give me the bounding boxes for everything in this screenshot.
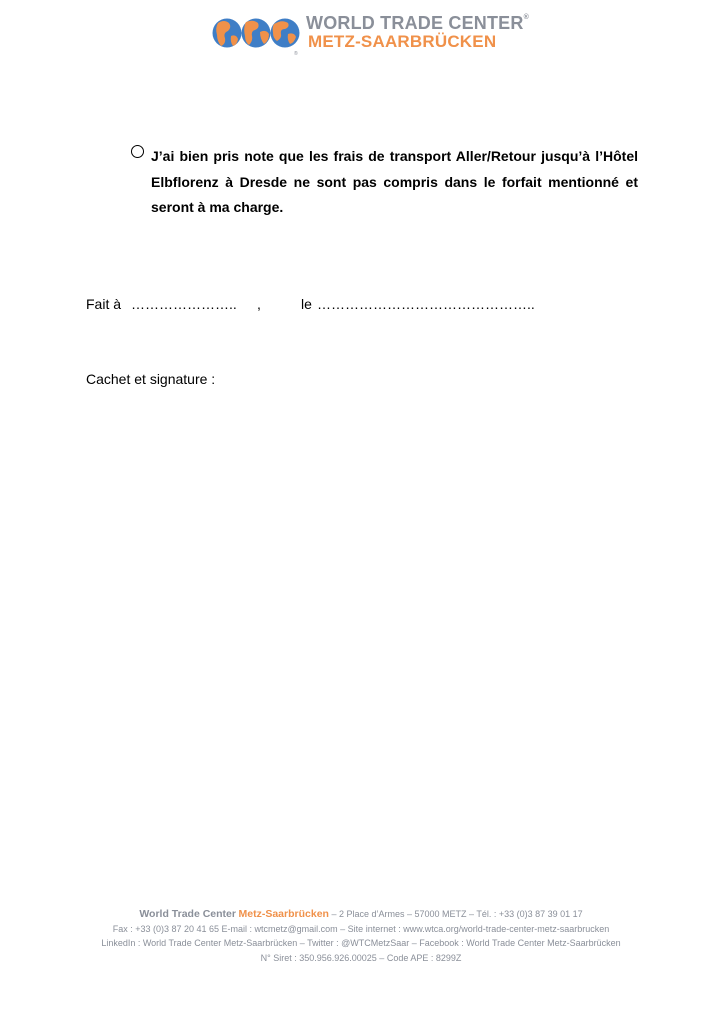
- header-logo: [212, 10, 529, 56]
- footer-line-2: Fax : +33 (0)3 87 20 41 65 E-mail : wtcmetz@gmail.com – Site internet : www.wtca.org/world-trade-center-metz-saarbrucken: [112, 923, 610, 934]
- footer: [80, 907, 642, 965]
- acknowledgement-radio[interactable]: [131, 145, 144, 158]
- footer-line-3: LinkedIn : World Trade Center Metz-Saarbrücken – Twitter : @WTCMetzSaar – Facebook : World Trade Center Metz-Saarbrücken: [101, 938, 621, 948]
- wtc-globes-logo-icon: [212, 10, 300, 56]
- svg-text:®: ®: [294, 51, 298, 56]
- footer-line-1: [80, 907, 642, 922]
- footer-line-4: N° Siret : 350.956.926.00025 – Code APE : 8299Z: [260, 952, 462, 963]
- fait-label: Fait à: [86, 296, 122, 312]
- footer-address: – 2 Place d’Armes – 57000 METZ – Tél. : +33 (0)3 87 39 01 17: [328, 909, 583, 919]
- registered-mark: ®: [523, 14, 529, 21]
- comma: ,: [257, 296, 261, 312]
- le-label: le: [301, 296, 312, 312]
- place-blank[interactable]: …………………..: [131, 296, 237, 312]
- stamp-signature-label: Cachet et signature :: [86, 371, 216, 387]
- footer-brand: World Trade Center: [139, 908, 236, 920]
- footer-brand-accent: Metz-Saarbrücken: [238, 908, 329, 920]
- date-blank[interactable]: ………………………………………..: [317, 296, 535, 312]
- acknowledgement-text: J’ai bien pris note que les frais de transport Aller/Retour jusqu’à l’Hôtel Elbflorenz à Dresde ne sont pas compris dans le forfait mentionné et seront à ma charge.: [151, 148, 638, 215]
- logo-title: WORLD TRADE CENTER®: [306, 13, 529, 33]
- logo-subtitle: METZ-SAARBRÜCKEN: [308, 32, 497, 51]
